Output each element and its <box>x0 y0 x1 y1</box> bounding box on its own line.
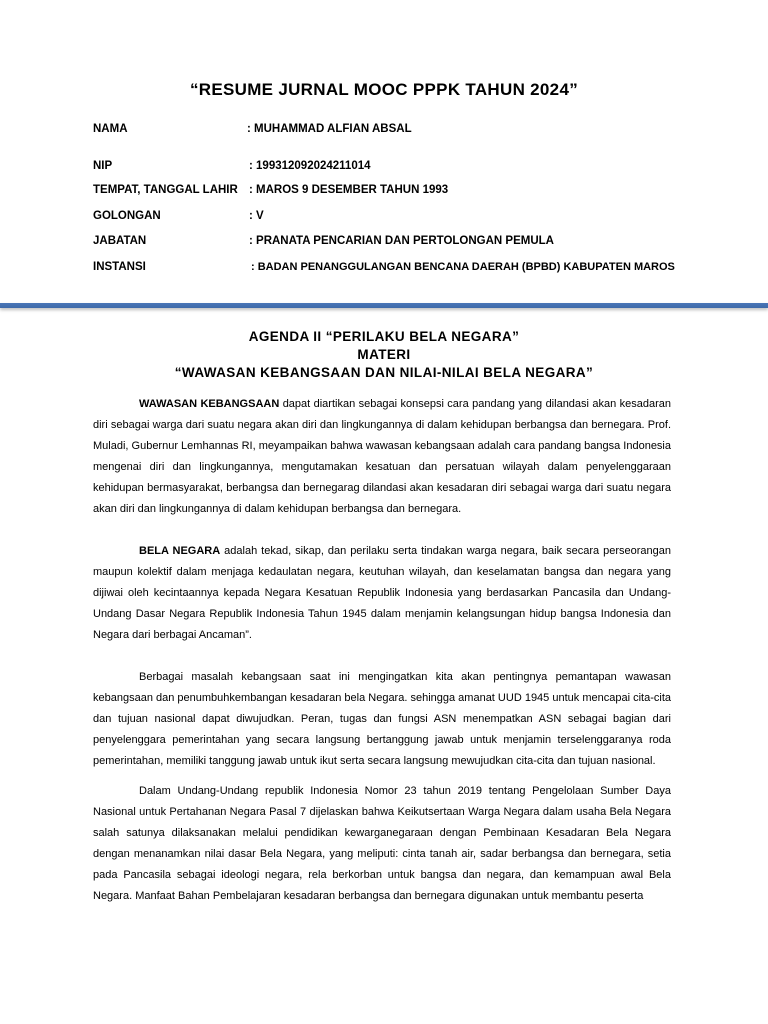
document-body <box>93 394 671 907</box>
agenda-heading <box>0 328 768 382</box>
identity-label: TEMPAT, TANGGAL LAHIR <box>93 184 238 196</box>
paragraph-masalah-kebangsaan <box>93 667 671 772</box>
paragraph-text: Dalam Undang-Undang republik Indonesia Nomor 23 tahun 2019 tentang Pengelolaan Sumber Daya Nasional untuk Pertahanan Negara Pasal 7 dijelaskan bahwa Keikutsertaan Warga Negara dalam usaha Bela Negara salah satunya dilaksanakan melalui pendidikan kewarganegaraan dengan Pembinaan Kesadaran Bela Negara dengan menanamkan nilai dasar Bela Negara, yang meliputi: cinta tanah air, sadar berbangsa dan bernegara, setia pada Pancasila sebagai ideologi negara, rela berkorban untuk bangsa dan negara, dan kemampuan awal Bela Negara. Manfaat Bahan Pembelajaran kesadaran berbangsa dan bernegara digunakan untuk membantu peserta <box>93 785 671 902</box>
paragraph-lead: WAWASAN KEBANGSAAN <box>139 398 280 410</box>
identity-value: : MAROS 9 DESEMBER TAHUN 1993 <box>249 184 449 196</box>
paragraph-text: adalah tekad, sikap, dan perilaku serta tindakan warga negara, baik secara perseorangan maupun kolektif dalam menjaga kedaulatan negara, keutuhan wilayah, dan keselamatan bangsa dan negara yang dijiwai oleh kecintaannya kepada Negara Kesatuan Republik Indonesia yang berdasarkan Pancasila dan Undang-Undang Dasar Negara Republik Indonesia Tahun 1945 dalam menjamin kelangsungan hidup bangsa Indonesia dan Negara dari berbagai Ancaman”. <box>93 545 671 641</box>
agenda-line: AGENDA II “PERILAKU BELA NEGARA” <box>248 329 520 344</box>
identity-label: INSTANSI <box>93 261 146 273</box>
identity-value: : BADAN PENANGGULANGAN BENCANA DAERAH (BPBD) KABUPATEN MAROS <box>251 261 675 273</box>
identity-value: : PRANATA PENCARIAN DAN PERTOLONGAN PEMULA <box>249 235 554 247</box>
paragraph-undang-undang <box>93 781 671 907</box>
identity-value: : 199312092024211014 <box>249 160 371 172</box>
identity-label: JABATAN <box>93 235 147 247</box>
paragraph-text: Berbagai masalah kebangsaan saat ini mengingatkan kita akan pentingnya pemantapan wawasan kebangsaan dan penumbuhkembangan kesadaran bela Negara. sehingga amanat UUD 1945 untuk mencapai cita-cita dan tujuan nasional dapat diwujudkan. Peran, tugas dan fungsi ASN menempatkan ASN sebagai bagian dari penyelenggara pemerintahan yang secara langsung bertanggung jawab untuk menjamin terselenggaranya roda pemerintahan, memiliki tanggung jawab untuk ikut serta secara langsung mewujudkan cita-cita dan tujuan nasional. <box>93 671 671 767</box>
identity-label: GOLONGAN <box>93 210 161 222</box>
section-divider <box>0 303 768 308</box>
identity-value: : V <box>249 210 264 222</box>
document-title: “RESUME JURNAL MOOC PPPK TAHUN 2024” <box>189 80 578 99</box>
paragraph-wawasan <box>93 394 671 520</box>
materi-title: “WAWASAN KEBANGSAAN DAN NILAI-NILAI BELA NEGARA” <box>174 365 594 380</box>
paragraph-lead: BELA NEGARA <box>139 545 221 557</box>
paragraph-bela-negara <box>93 541 671 646</box>
identity-label: NAMA <box>93 123 128 135</box>
materi-line: MATERI <box>357 347 411 362</box>
identity-label: NIP <box>93 160 113 172</box>
paragraph-text: dapat diartikan sebagai konsepsi cara pandang yang dilandasi akan kesadaran diri sebagai warga dari suatu negara akan diri dan lingkungannya di dalam kehidupan berbangsa dan bernegara. Prof. Muladi, Gubernur Lemhannas RI, meyampaikan bahwa wawasan kebangsaan adalah cara pandang bangsa Indonesia mengenai diri dan lingkungannya, mengutamakan kesatuan dan persatuan wilayah dalam penyelenggaraan kehidupan bermasyarakat, berbangsa dan bernegarag dilandasi akan kesadaran diri sebagai warga dari suatu negara akan diri dan lingkungannya di dalam kehidupan berbangsa dan bernegara. <box>93 398 671 515</box>
identity-value: : MUHAMMAD ALFIAN ABSAL <box>247 123 412 135</box>
